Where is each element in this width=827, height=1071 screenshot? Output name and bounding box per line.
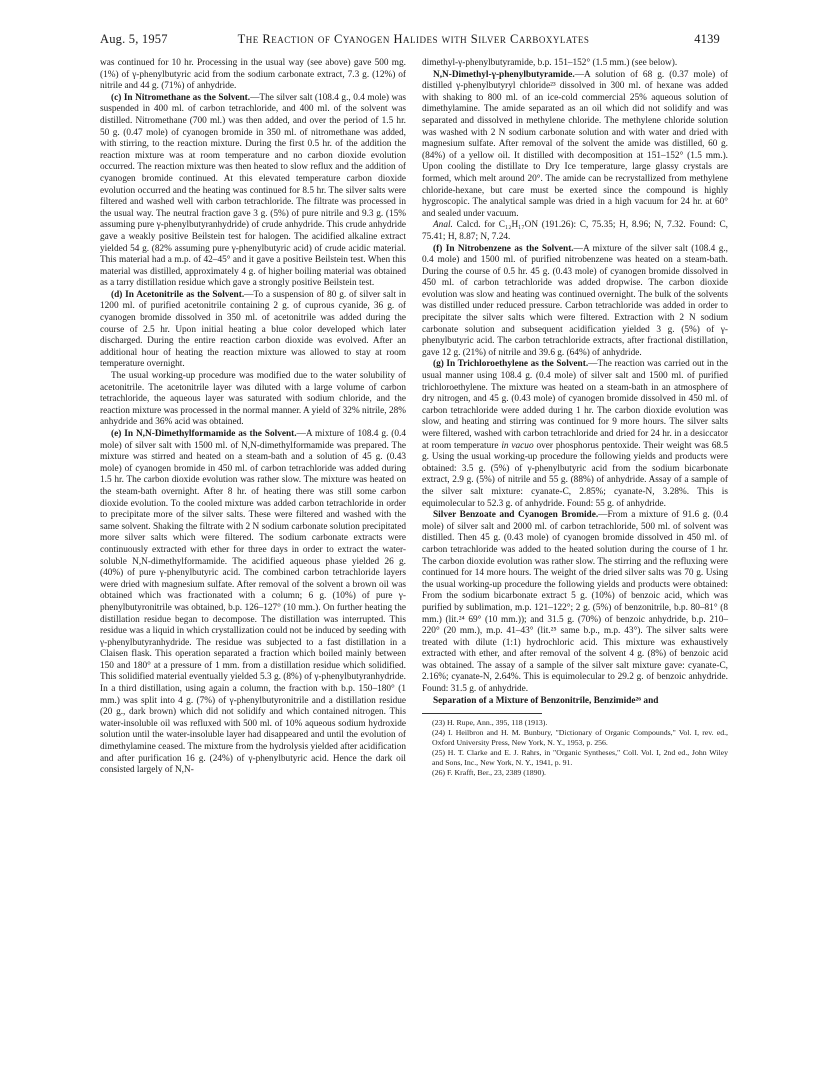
issue-date: Aug. 5, 1957 <box>100 32 168 46</box>
paragraph <box>422 244 728 360</box>
paragraph-text: —A mixture of the silver salt (108.4 g., 0.4 mole) and 1500 ml. of purified nitrobenzene was heated on a steam-bath. During the course of 0.5 hr. 45 g. (0.43 mole) of cyanogen bromide dissolved in 450 ml. of carbon tetrachloride was added dropwise. The carbon dioxide evolution was slow and heating was continued overnight. The bulk of the solvents was distilled under reduced pressure. Carbon tetrachloride was added in order to precipitate the silver salts which were filtered. Extraction with 2 N sodium carbonate solution and subsequent acidification yielded 3 g. (5%) of γ-phenylbutyric acid. The carbon tetrachloride extracts, after fractional distillation, gave 12 g. (21%) of nitrile and 39.6 g. (64%) of anhydride. <box>422 243 728 358</box>
section-heading: (e) In N,N-Dimethylformamide as the Solvent. <box>111 429 297 439</box>
section-heading: (g) In Trichloroethylene as the Solvent. <box>433 359 589 370</box>
italic-text: in vacuo <box>501 440 534 451</box>
section-heading: N,N-Dimethyl-γ-phenylbutyramide. <box>433 69 575 80</box>
paragraph <box>422 359 728 510</box>
paragraph-text: over phosphorus pentoxide. Their weight was 68.5 g. Using the usual working-up procedure the following yields and products were obtained: 3.5 g. (5%) of γ-phenylbutyric acid from the sodium bicarbonate extract, 2.9 g. (5%) of nitrile and 55 g. (88%) of anhydride. Assay of a sample of the silver salt mixture: cyanate-C, 2.85%; cyanate-N, 3.28%. This is equimolecular to 52.3 g. of anhydride. Found: 55 g. of anhydride. <box>422 440 728 509</box>
page-header <box>0 32 827 54</box>
paragraph-text: —To a suspension of 80 g. of silver salt in 1200 ml. of purified acetonitrile containing 2 g. of cuprous cyanide, 36 g. of cyanogen bromide dissolved in 350 ml. of acetonitrile was added during the course of 2.5 hr. Upon initial heating a blue color developed which later discharged. During the entire reaction carbon dioxide was evolved. After an additional hour of heating the reaction mixture was allowed to stay at room temperature overnight. <box>100 289 406 370</box>
footnote: (26) F. Krafft, Ber., 23, 2389 (1890). <box>432 768 547 778</box>
paragraph <box>100 93 406 290</box>
section-heading: Separation of a Mixture of Benzonitrile, Benzimide²⁶ and <box>433 695 659 706</box>
footnote: (25) H. T. Clarke and E. J. Rahrs, in "Organic Syntheses," Coll. Vol. I, 2nd ed., John Wiley and Sons, Inc., New York, N. Y., 1941, p. 91. <box>432 748 728 768</box>
footnote: (24) I. Heilbron and H. M. Bunbury, "Dictionary of Organic Compounds," Vol. I, rev. ed., Oxford University Press, New York, N. Y., 1953, p. 256. <box>432 728 728 748</box>
paragraph: dimethyl-γ-phenylbutyramide, b.p. 151–152° (1.5 mm.) (see below). <box>422 58 678 68</box>
section-heading: (c) In Nitromethane as the Solvent. <box>111 92 251 103</box>
anal-label: Anal. <box>433 220 453 231</box>
paragraph <box>100 429 406 777</box>
running-title: The Reaction of Cyanogen Halides with Silver Carboxylates <box>237 32 590 46</box>
paragraph <box>100 290 406 371</box>
paragraph-text: —The silver salt (108.4 g., 0.4 mole) was suspended in 400 ml. of carbon tetrachloride, and 400 ml. of the solvent was distilled. Nitromethane (700 ml.) was then added, and over the period of 1.5 hr. 50 g. (0.47 mole) of cyanogen bromide in 350 ml. of nitromethane was added, with stirring, to the reaction mixture. During the first 0.5 hr. of the addition the reaction mixture was at room temperature and no carbon dioxide evolution occurred. The reaction mixture was then heated to slow reflux and the addition of cyanogen bromide continued. At this elevated temperature carbon dioxide evolution occurred and the heating was continued for 8.5 hr. The silver salts were filtered and washed well with carbon tetrachloride. The filtrate was processed in the usual way. The neutral fraction gave 3 g. (5%) of pure nitrile and 9.3 g. (15% assuming pure γ-phenylbutyranhydride) of crude anhydride. This crude anhydride gave a weakly positive Beilstein test for halogen. The acidified alkaline extract yielded 54 g. (82% assuming pure γ-phenylbutyric acid) of crude acidic material. This material had a m.p. of 42–45° and it gave a positive Beilstein test. When this material was distilled, approximately 4 g. of higher boiling material was obtained as a tarry distillation residue which gave a strongly positive Beilstein test. <box>100 92 406 289</box>
section-heading: (d) In Acetonitrile as the Solvent. <box>111 289 245 300</box>
paragraph <box>422 696 728 708</box>
footnote-divider <box>422 713 542 714</box>
left-column <box>100 58 406 777</box>
paragraph-text: —The reaction was carried out in the usual manner using 108.4 g. (0.4 mole) of silver salt and 1500 ml. of purified trichloroethylene. The mixture was heated on a steam-bath in an atmosphere of dry nitrogen, and 45 g. (0.43 mole) of cyanogen bromide dissolved in 450 ml. of carbon tetrachloride were added during 1 hr. The carbon dioxide evolution was slow, and heating and stirring was continued for 9 more hours. The silver salts were filtered, washed with carbon tetrachloride and dried for 24 hr. in a desiccator at room temperature <box>422 359 728 451</box>
paragraph <box>422 70 728 221</box>
section-heading: (f) In Nitrobenzene as the Solvent. <box>433 243 574 254</box>
paragraph <box>422 220 728 243</box>
page-number: 4139 <box>694 32 720 46</box>
paragraph: The usual working-up procedure was modified due to the water solubility of acetonitrile. The acetonitrile layer was diluted with a large volume of carbon tetrachloride, the aqueous layer was saturated with sodium chloride, and the reaction mixture was processed in the normal manner. A yield of 32% nitrile, 28% anhydride and 36% acid was obtained. <box>100 371 406 428</box>
paragraph: was continued for 10 hr. Processing in the usual way (see above) gave 500 mg. (1%) of γ-phenylbutyric acid from the sodium carbonate extract, 7.3 g. (12%) of nitrile and 44 g. (71%) of anhydride. <box>100 58 406 92</box>
paragraph <box>422 510 728 696</box>
right-column <box>422 58 728 778</box>
footnote: (23) H. Rupe, Ann., 395, 118 (1913). <box>432 718 548 728</box>
section-heading: Silver Benzoate and Cyanogen Bromide. <box>433 510 599 521</box>
paragraph-text: Calcd. for C₁₂H₁₇ON (191.26): C, 75.35; H, 8.96; N, 7.32. Found: C, 75.41; H, 8.87; N, 7.24. <box>422 220 728 242</box>
paragraph-text: —A mixture of 108.4 g. (0.4 mole) of silver salt with 1500 ml. of N,N-dimethylformamide was prepared. The mixture was stirred and heated on a steam-bath and a solution of 45 g. (0.43 mole) of cyanogen bromide in 450 ml. of carbon tetrachloride was added during 1.5 hr. The carbon dioxide evolution was rather slow. The mixture was heated on the steam-bath overnight. After 8 hr. of heating there was still some carbon dioxide evolution. To the cooled mixture was added carbon tetrachloride in order to precipitate more of the silver salts. These were filtered and washed with the same solvent. Shaking the filtrate with 2 N sodium carbonate solution precipitated more silver salts which were filtered. The sodium carbonate extracts were continuously extracted with ether for three days in order to extract the water-soluble N,N-dimethylformamide. The acidified aqueous phase yielded 26 g. (40%) of pure γ-phenylbutyric acid. The combined carbon tetrachloride layers were dried with magnesium sulfate. After removal of the solvent a brown oil was obtained which was fractionated with a column; 6 g. (10%) of pure γ-phenylbutyronitrile was obtained, b.p. 126–127° (10 mm.). On further heating the distillation residue began to decompose. The distillation was interrupted. This residue was a liquid in which crystallization could not be induced by seeding with γ-phenylbutyranhydride. The residue was subjected to a fast distillation in a Claisen flask. This operation separated a fraction which boiled mainly between 150 and 180° at a pressure of 1 mm. from a distillation residue which solidified. This solidified material eventually yielded 5.3 g. (8%) of γ-phenylbutyranhydride. In a third distillation, using again a column, the fraction with b.p. 150–180° (1 mm.) was split into 4 g. (7%) of γ-phenylbutyronitrile and a distillation residue (20 g., dark brown) which did not solidify and which contained nitrogen. This water-insoluble oil was refluxed with 500 ml. of 10% aqueous sodium hydroxide solution until the water-insoluble layer had disappeared and until the evolution of dimethylamine ceased. The mixture from the hydrolysis yielded after acidification and after purification 16 g. (24%) of γ-phenylbutyric acid. Hence the dark oil consisted largely of N,N- <box>100 429 407 776</box>
paragraph-text: —From a mixture of 91.6 g. (0.4 mole) of silver salt and 2000 ml. of carbon tetrachloride, 500 ml. of solvent was distilled. Then 45 g. (0.43 mole) of cyanogen bromide dissolved in 450 ml. of carbon tetrachloride was added to the heated solution during the course of 1 hr. The carbon dioxide evolution was rather slow. The stirring and the refluxing were continued for 14 more hours. The weight of the dried silver salts was 70 g. Using the usual working-up procedure the following yields and products were obtained: From the sodium bicarbonate extract 5 g. (10%) of benzoic acid, which was purified by sublimation, m.p. 121–122°; 2 g. (5%) of benzonitrile, b.p. 80–81° (8 mm.) (lit.²⁴ 69° (10 mm.)); and 31.5 g. (70%) of benzoic anhydride, b.p. 210–220° (20 mm.), m.p. 41–43° (lit.²⁵ same b.p., m.p. 43°). The silver salts were treated with dilute (1:1) hydrochloric acid. This mixture was exhaustively extracted with ether, and after removal of the solvent 4 g. (8%) of benzoic acid was obtained. The assay of a sample of the silver salt mixture gave: cyanate-C, 2.16%; cyanate-N, 2.64%. This is equimolecular to 29.2 g. of benzoic anhydride. Found: 31.5 g. of anhydride. <box>422 510 729 695</box>
paragraph-text: —A solution of 68 g. (0.37 mole) of distilled γ-phenylbutyryl chloride²³ dissolved in 300 ml. of hexane was added with shaking to 800 ml. of an ice-cold commercial 25% aqueous solution of dimethylamine. The amide separated as an oil which did not solidify and was separated and dissolved in methylene chloride. The methylene chloride solution was washed with 2 N sodium carbonate solution and with water and dried with magnesium sulfate. After removal of the solvent the amide was distilled, 60 g. (84%) of a yellow oil. It distilled with decomposition at 151–152° (1.5 mm.). Upon cooling the distillate to Dry Ice temperature, large glassy crystals are formed, which melt around 20°. The amide can be recrystallized from methylene chloride-hexane, but care must be exerted since the compound is highly hygroscopic. The analytical sample was dried in a high vacuum for 24 hr. at 60° and sealed under vacuum. <box>422 69 728 219</box>
